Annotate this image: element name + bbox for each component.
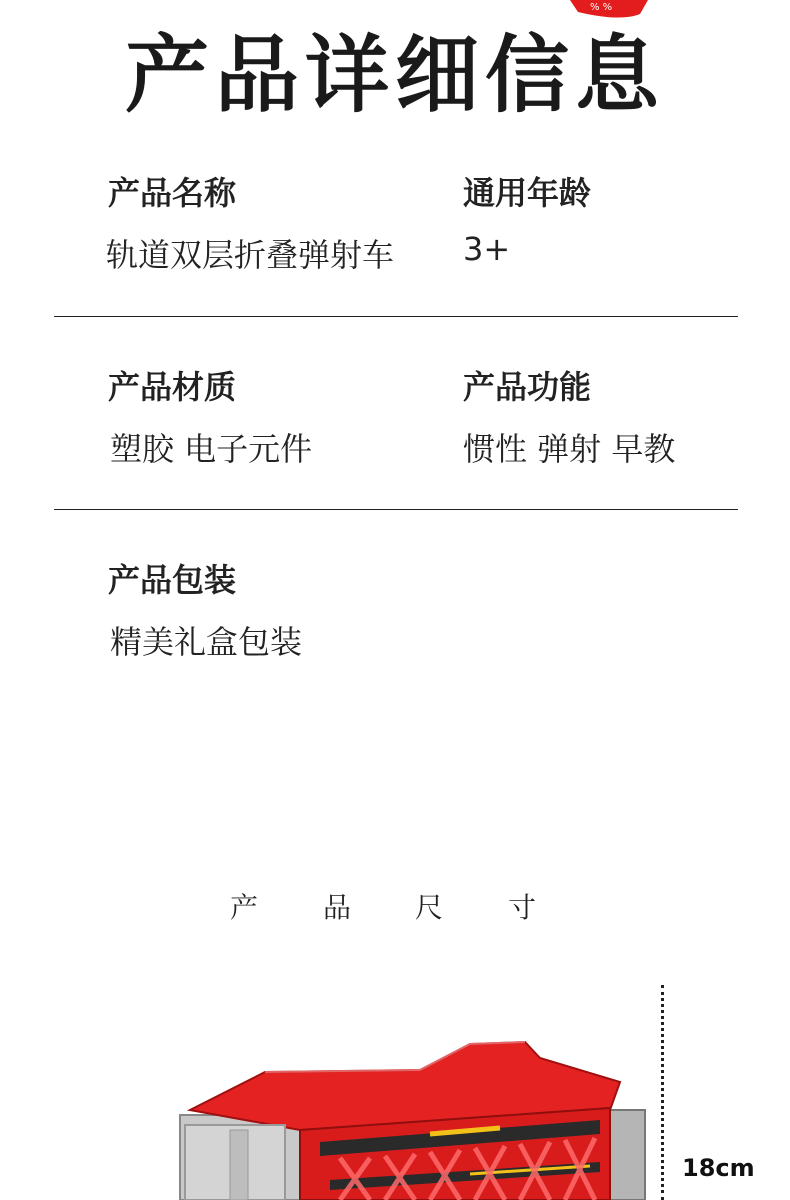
size-title-char: 寸 xyxy=(508,891,537,924)
page-title: 产品详细信息 xyxy=(124,26,665,124)
height-dimension-line xyxy=(661,985,664,1200)
product-name-value: 轨道双层折叠弹射车 xyxy=(106,236,395,274)
packaging-label: 产品包装 xyxy=(108,561,237,599)
height-dimension-label: 18cm xyxy=(682,1154,755,1182)
product-name-label: 产品名称 xyxy=(108,174,237,212)
packaging-value: 精美礼盒包装 xyxy=(110,623,303,661)
age-label: 通用年龄 xyxy=(463,174,592,212)
function-label: 产品功能 xyxy=(463,368,592,406)
product-image xyxy=(170,1030,650,1200)
function-value: 惯性 弹射 早教 xyxy=(463,430,676,468)
material-label: 产品材质 xyxy=(108,368,237,406)
age-value: 3+ xyxy=(463,230,511,268)
size-title-char: 产 xyxy=(230,891,259,924)
divider-2 xyxy=(54,509,738,510)
size-title-char: 尺 xyxy=(415,891,444,924)
material-value: 塑胶 电子元件 xyxy=(110,430,313,468)
divider-1 xyxy=(54,316,738,317)
size-title-char: 品 xyxy=(323,891,352,924)
svg-text:% %: % % xyxy=(590,2,613,13)
